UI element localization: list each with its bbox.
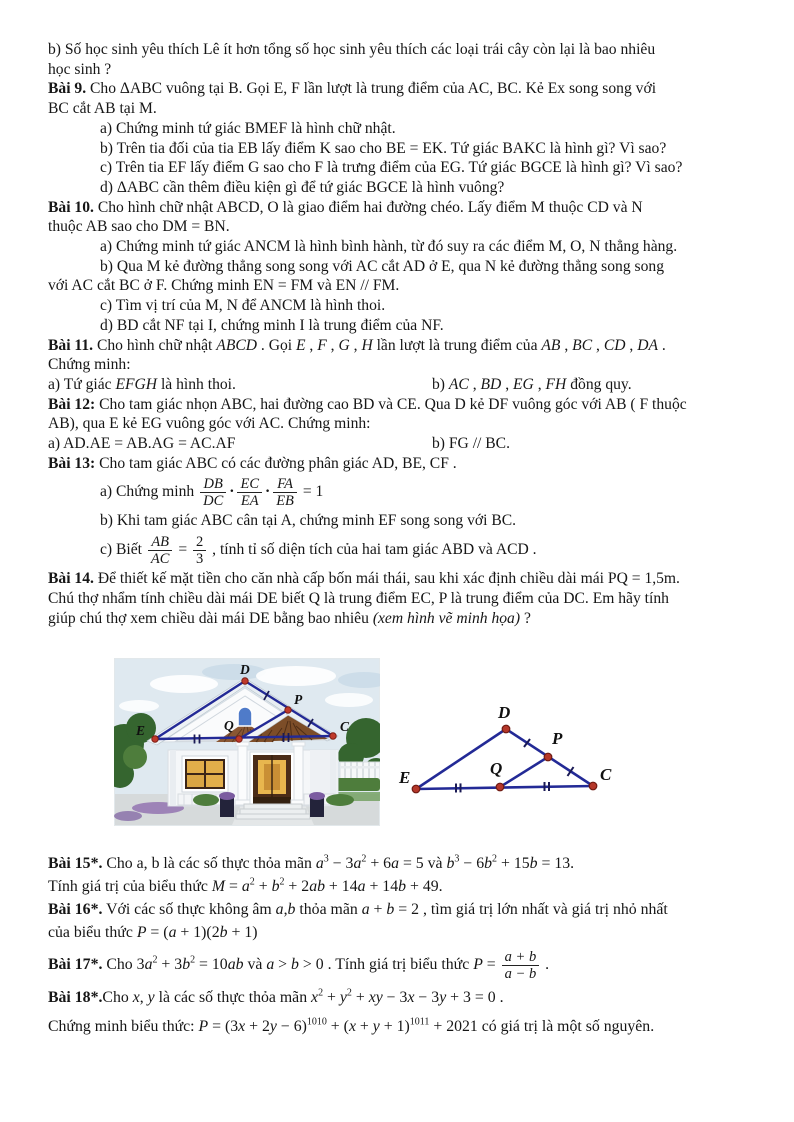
doc-line-right: b) FG // BC. <box>432 435 510 453</box>
doc-line: d) BD cắt NF tại I, chứng minh I là trung điểm của NF. <box>100 316 444 334</box>
problem-14-header: Bài 14. Để thiết kế mặt tiền cho căn nhà cấp bốn mái thái, sau khi xác định chiều dài mái PQ = 1,5m. <box>48 570 680 588</box>
doc-line: c) Trên tia EF lấy điểm G sao cho F là trưng điểm của EG. Tứ giác BGCE là hình gì? Vì sao? <box>100 159 683 177</box>
vertex-dot-Q <box>236 736 242 742</box>
doc-line: c) Tìm vị trí của M, N để ANCM là hình thoi. <box>100 297 386 315</box>
arched-gable-window <box>238 707 252 726</box>
doc-line: b) Qua M kẻ đường thẳng song song với AC cắt AD ở E, qua N kẻ đường thẳng song song <box>100 257 665 275</box>
doc-line-left: a) Tứ giác EFGH là hình thoi. <box>48 375 236 393</box>
label-C: C <box>340 719 350 734</box>
label-E: E <box>399 768 411 787</box>
doc-line: với AC cắt BC ở F. Chứng minh EN = FM và EN // FM. <box>48 277 400 295</box>
doc-line: b) Khi tam giác ABC cân tại A, chứng minh EF song song với BC. <box>100 512 517 530</box>
vertex-dot-Q <box>496 783 504 791</box>
doc-line: AB), qua E kẻ EG vuông góc với AC. Chứng minh: <box>48 415 371 433</box>
problem-11-header: Bài 11. Cho hình chữ nhật ABCD . Gọi E , F , G , H lần lượt là trung điểm của AB , BC , CD , DA . <box>48 336 666 354</box>
doc-line: Chứng minh biểu thức: $P = (3x + 2y - 6)^{1010} + (x + y + 1)^{1011} + 2021$ có giá trị là một số nguyên. <box>48 1017 655 1036</box>
doc-line: d) ΔABC cần thêm điều kiện gì để tứ giác BGCE là hình vuông? <box>100 178 505 196</box>
doc-line: học sinh ? <box>48 60 112 78</box>
midpoint-triangle-diagram <box>398 688 633 803</box>
problem-16-header: Bài 16*. Với các số thực không âm a,b thỏa mãn a + b = 2 , tìm giá trị lớn nhất và giá trị nhỏ nhất <box>48 901 668 919</box>
problem-10-header: Bài 10. Cho hình chữ nhật ABCD, O là giao điểm hai đường chéo. Lấy điểm M thuộc CD và N <box>48 198 643 216</box>
label-Q: Q <box>224 718 234 733</box>
vertex-dot-D <box>242 678 248 684</box>
problem-12-header: Bài 12: Cho tam giác nhọn ABC, hai đường cao BD và CE. Qua D kẻ DF vuông góc với AB ( F thuộc <box>48 395 687 413</box>
doc-line-right: b) AC , BD , EG , FH đồng quy. <box>432 375 632 393</box>
math-line: a) Chứng minh $\frac{DB}{DC}$ · $\frac{EC}{EA}$ · $\frac{FA}{EB}$ = 1 <box>100 476 324 510</box>
problem-17-header: Bài 17*. Cho $3a^2 + 3b^2 = 10ab$ và a > b > 0 . Tính giá trị biểu thức P = $\frac{a + b}{a - b}$ . <box>48 949 550 983</box>
triangle-lines <box>416 729 593 789</box>
vertex-dot-C <box>589 782 597 790</box>
label-C: C <box>600 765 612 784</box>
label-Q: Q <box>490 759 503 778</box>
math-line: c) Biết $\frac{AB}{AC}$ = $\frac{2}{3}$ , tính tỉ số diện tích của hai tam giác ABD và ACD . <box>100 534 537 568</box>
house-photo-figure <box>114 658 380 826</box>
doc-line: Tính giá trị của biểu thức $M = a^2 + b^2 + 2ab + 14a + 14b + 49$. <box>48 877 443 896</box>
porch-steps <box>236 804 310 819</box>
doc-line: b) Số học sinh yêu thích Lê ít hơn tổng số học sinh yêu thích các loại trái cây còn lại là bao nhiêu <box>48 41 656 58</box>
problem-9-header: Bài 9. Cho ΔABC vuông tại B. Gọi E, F lần lượt là trung điểm của AC, BC. Kẻ Ex song song với <box>48 80 657 98</box>
doc-line: của biểu thức P = (a + 1)(2b + 1) <box>48 924 258 942</box>
document-body <box>48 40 754 1038</box>
problem-18-header: Bài 18*.Cho x, y là các số thực thỏa mãn $x^2 + y^2$ + xy − 3x − 3y + 3 = 0 . <box>48 988 504 1007</box>
doc-line: Chú thợ nhẩm tính chiều dài mái DE biết Q là trung điểm EC, P là trung điểm của DC. Em hãy tính <box>48 589 669 607</box>
vertex-dot-P <box>544 753 552 761</box>
doc-line: a) Chứng minh tứ giác ANCM là hình bình hành, từ đó suy ra các điểm M, O, N thẳng hàng. <box>100 238 678 256</box>
vertex-dot-P <box>285 707 291 713</box>
doc-line: b) Trên tia đối của tia EB lấy điểm K sao cho BE = EK. Tứ giác BAKC là hình gì? Vì sao? <box>100 139 667 157</box>
doc-line: giúp chú thợ xem chiều dài mái DE bằng bao nhiêu (xem hình vẽ minh họa) ? <box>48 609 531 627</box>
label-P: P <box>294 692 303 707</box>
label-P: P <box>552 729 563 748</box>
vertex-dot-D <box>502 725 510 733</box>
front-window <box>182 756 228 792</box>
vertex-dot-E <box>412 785 420 793</box>
doc-line: BC cắt AB tại M. <box>48 100 157 118</box>
problem-13-header: Bài 13: Cho tam giác ABC có các đường phân giác AD, BE, CF . <box>48 454 457 472</box>
problem-15-header: Bài 15*. Cho a, b là các số thực thỏa mãn $a^3 - 3a^2 + 6a = 5$ và $b^3 - 6b^2 + 15b = 13$. <box>48 854 575 873</box>
vertex-dot-C <box>330 733 336 739</box>
doc-line-left: a) AD.AE = AB.AG = AC.AF <box>48 435 236 453</box>
label-E: E <box>136 723 146 738</box>
doc-line: Chứng minh: <box>48 356 131 374</box>
vertex-dot-E <box>152 736 158 742</box>
doc-line: thuộc AB sao cho DM = BN. <box>48 218 230 236</box>
label-D: D <box>240 662 250 677</box>
label-D: D <box>498 703 511 722</box>
doc-line: a) Chứng minh tứ giác BMEF là hình chữ nhật. <box>100 119 396 137</box>
front-door <box>250 752 294 806</box>
